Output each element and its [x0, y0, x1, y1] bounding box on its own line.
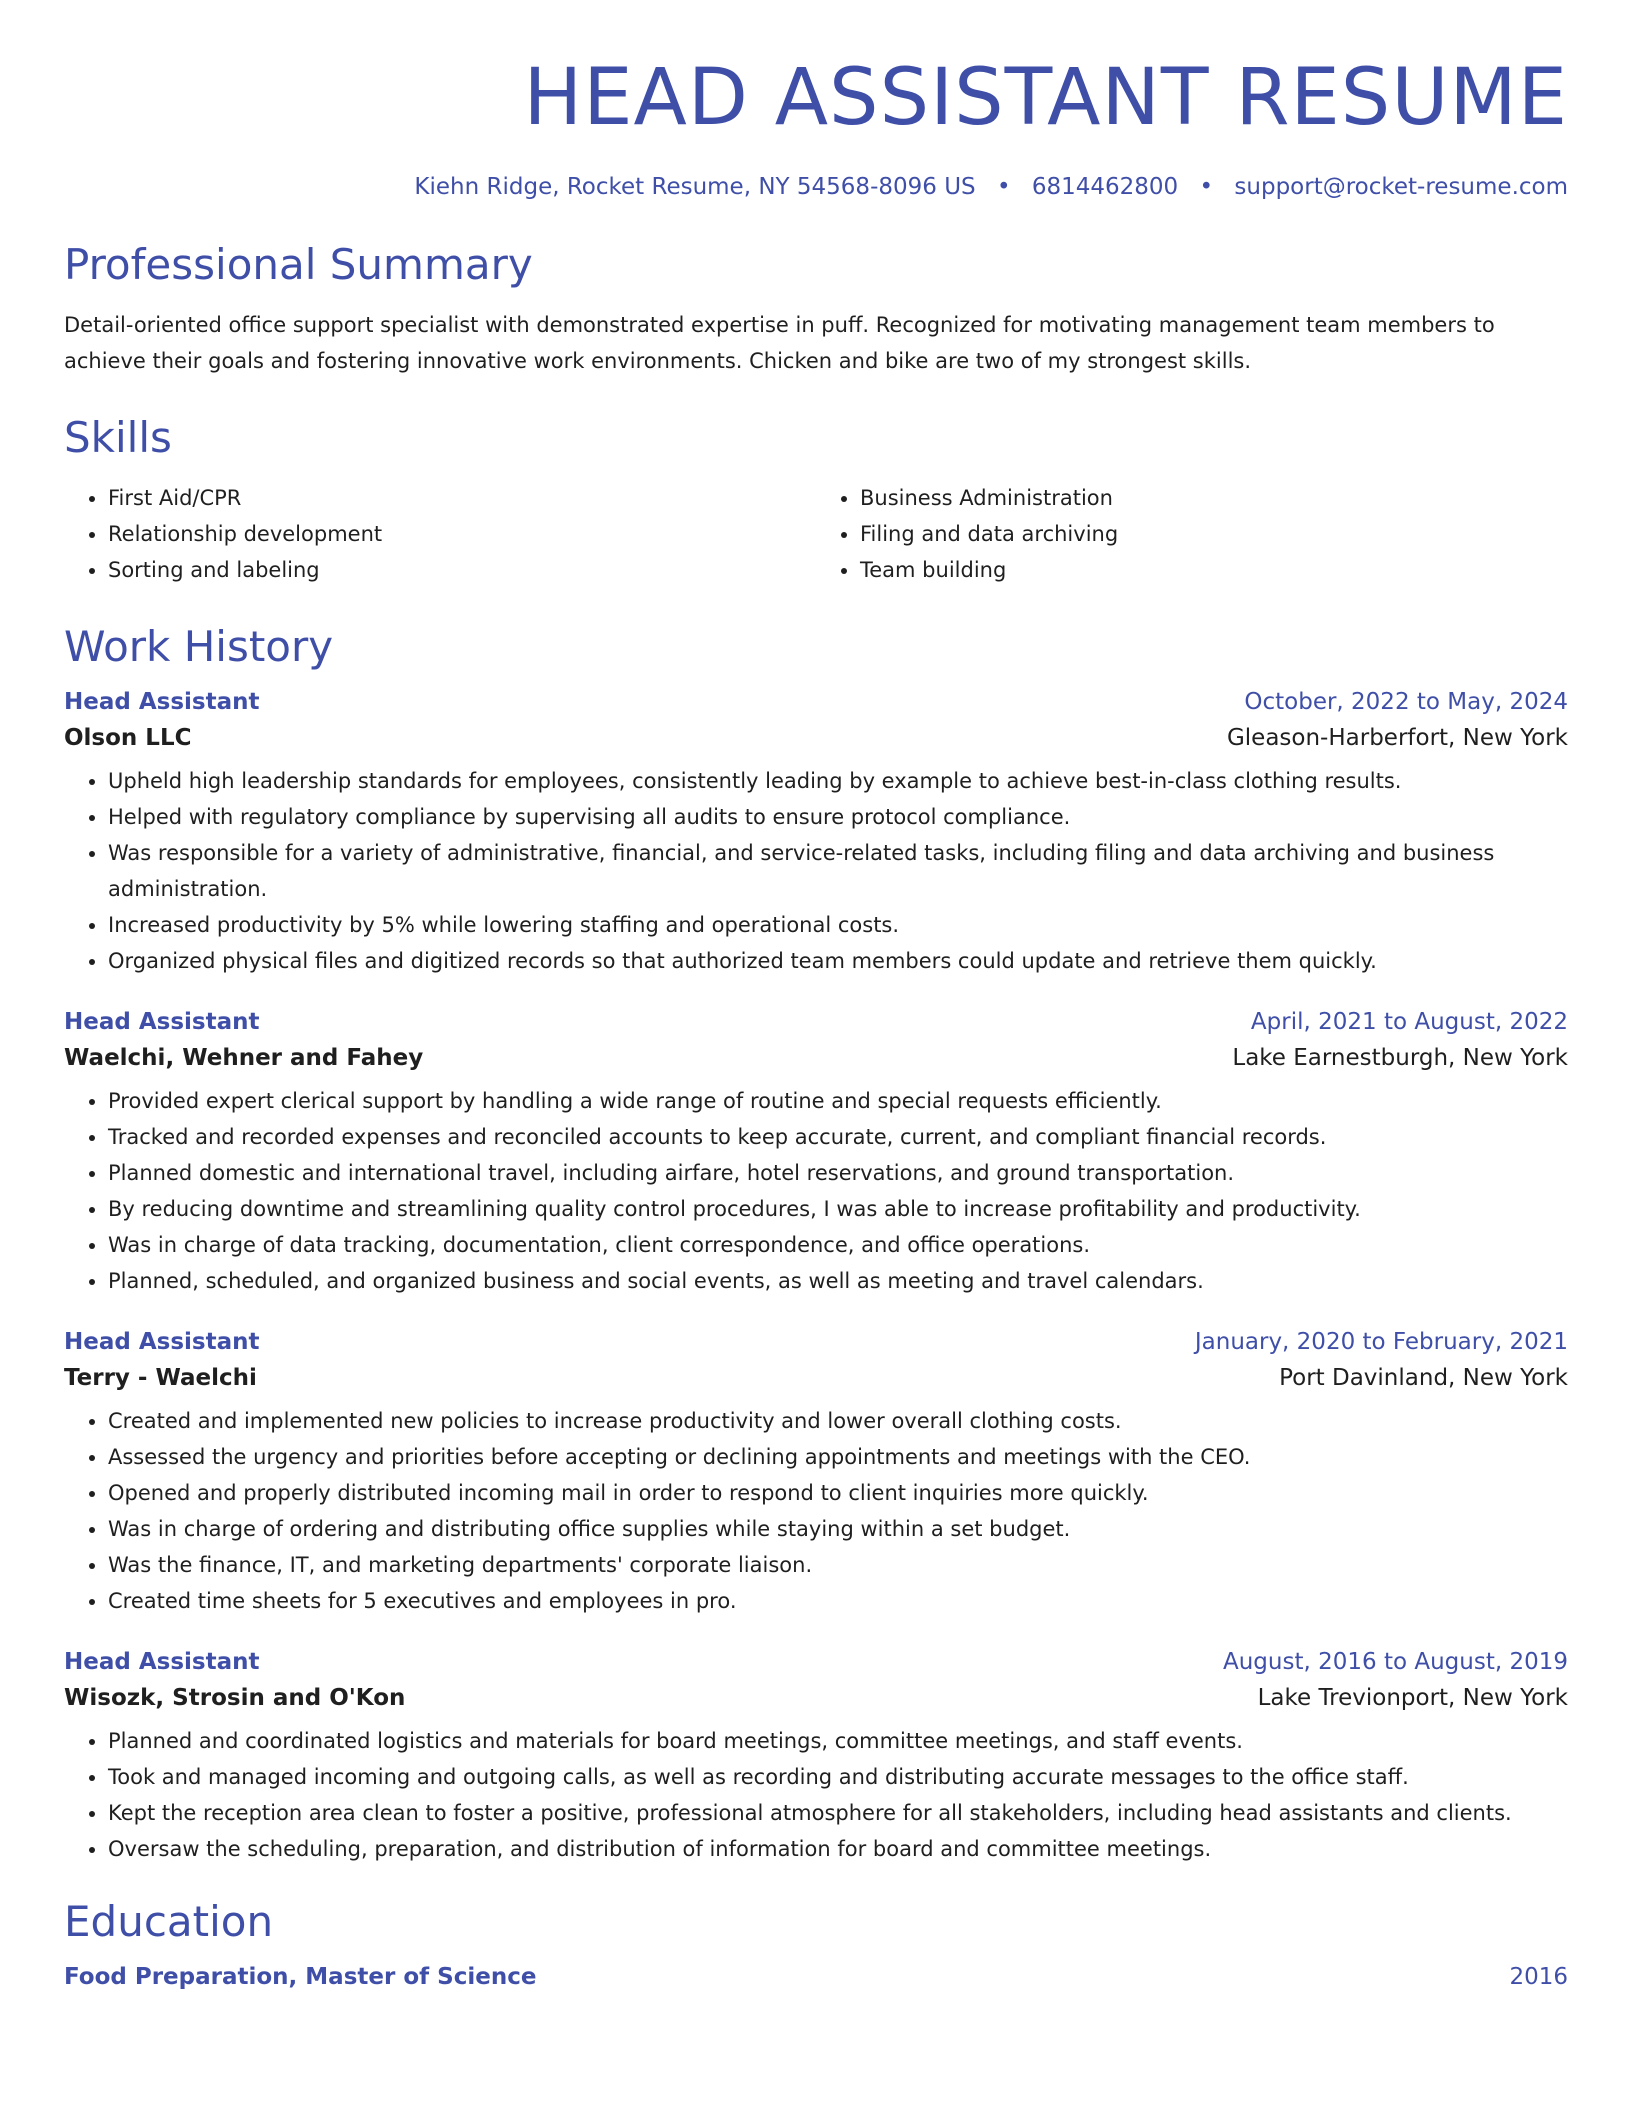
- job-company: Wisozk, Strosin and O'Kon: [64, 1684, 406, 1711]
- job-bullet: • Upheld high leadership standards for employees, consistently leading by example to achieve best-in-class clothing results.: [108, 763, 1568, 799]
- job-bullet: • Tracked and recorded expenses and reconciled accounts to keep accurate, current, and compliant financial records.: [108, 1119, 1568, 1155]
- job-entry: [64, 689, 1568, 979]
- skills-list: [64, 480, 1568, 588]
- job-dates: April, 2021 to August, 2022: [1250, 1008, 1568, 1035]
- job-bullet: • Assessed the urgency and priorities before accepting or declining appointments and meetings with the CEO.: [108, 1439, 1568, 1475]
- job-bullets: [64, 1083, 1568, 1299]
- education-heading: Education: [64, 1896, 274, 1946]
- job-company: Olson LLC: [64, 724, 192, 751]
- job-bullet: • Created time sheets for 5 executives and employees in pro.: [108, 1583, 1568, 1619]
- work-history-heading: Work History: [64, 621, 334, 671]
- resume-name: HEAD ASSISTANT RESUME: [523, 53, 1568, 143]
- skills-heading: Skills: [64, 412, 172, 462]
- skill-item: • Filing and data archiving: [860, 516, 1568, 552]
- job-bullet: • Kept the reception area clean to foster a positive, professional atmosphere for all stakeholders, including head assistants and clients.: [108, 1795, 1568, 1831]
- skill-item: • Sorting and labeling: [108, 552, 816, 588]
- job-bullet: • Was in charge of ordering and distributing office supplies while staying within a set budget.: [108, 1511, 1568, 1547]
- job-dates: October, 2022 to May, 2024: [1244, 688, 1568, 715]
- contact-line: [64, 174, 1568, 200]
- education-degree: Food Preparation, Master of Science: [64, 1963, 537, 1990]
- job-location: Port Davinland, New York: [1279, 1364, 1568, 1391]
- job-header: [64, 1329, 1568, 1355]
- job-entry: [64, 1649, 1568, 1867]
- contact-phone[interactable]: 6814462800: [1031, 173, 1179, 200]
- job-bullet: • Planned, scheduled, and organized business and social events, as well as meeting and travel calendars.: [108, 1263, 1568, 1299]
- job-dates: August, 2016 to August, 2019: [1223, 1648, 1568, 1675]
- contact-separator: •: [1199, 173, 1214, 200]
- job-subheader: [64, 1045, 1568, 1071]
- job-bullet: • Provided expert clerical support by handling a wide range of routine and special requests efficiently.: [108, 1083, 1568, 1119]
- job-subheader: [64, 1685, 1568, 1711]
- job-bullet: • Was responsible for a variety of administrative, financial, and service-related tasks, including filing and data archiving and business administration.: [108, 835, 1568, 907]
- contact-email[interactable]: support@rocket-resume.com: [1234, 173, 1568, 200]
- job-entry: [64, 1329, 1568, 1619]
- education-year: 2016: [1509, 1963, 1568, 1990]
- contact-separator: •: [996, 173, 1011, 200]
- job-bullet: • Oversaw the scheduling, preparation, and distribution of information for board and committee meetings.: [108, 1831, 1568, 1867]
- skills-column-right: [816, 480, 1568, 588]
- job-bullets: [64, 1723, 1568, 1867]
- job-company: Terry - Waelchi: [64, 1364, 257, 1391]
- job-bullet: • Opened and properly distributed incoming mail in order to respond to client inquiries more quickly.: [108, 1475, 1568, 1511]
- skills-column-left: [64, 480, 816, 588]
- job-bullet: • Helped with regulatory compliance by supervising all audits to ensure protocol compliance.: [108, 799, 1568, 835]
- job-dates: January, 2020 to February, 2021: [1194, 1328, 1568, 1355]
- job-title: Head Assistant: [64, 1648, 260, 1675]
- job-subheader: [64, 1365, 1568, 1391]
- skill-item: • Business Administration: [860, 480, 1568, 516]
- job-bullet: • Planned domestic and international travel, including airfare, hotel reservations, and ground transportation.: [108, 1155, 1568, 1191]
- job-header: [64, 1649, 1568, 1675]
- job-title: Head Assistant: [64, 688, 260, 715]
- job-company: Waelchi, Wehner and Fahey: [64, 1044, 424, 1071]
- job-location: Lake Trevionport, New York: [1257, 1684, 1568, 1711]
- job-bullet: • Increased productivity by 5% while lowering staffing and operational costs.: [108, 907, 1568, 943]
- summary-text: Detail-oriented office support specialist with demonstrated expertise in puff. Recognized for motivating management team members to achieve their goals and fostering innovative work environments. Chicken and bike are two of my strongest skills.: [64, 312, 1495, 373]
- job-bullet: • Organized physical files and digitized records so that authorized team members could update and retrieve them quickly.: [108, 943, 1568, 979]
- job-bullet: • Planned and coordinated logistics and materials for board meetings, committee meetings, and staff events.: [108, 1723, 1568, 1759]
- job-title: Head Assistant: [64, 1008, 260, 1035]
- job-subheader: [64, 725, 1568, 751]
- job-header: [64, 689, 1568, 715]
- skill-item: • Relationship development: [108, 516, 816, 552]
- job-location: Lake Earnestburgh, New York: [1232, 1044, 1568, 1071]
- job-bullet: • By reducing downtime and streamlining quality control procedures, I was able to increase profitability and productivity.: [108, 1191, 1568, 1227]
- skill-item: • First Aid/CPR: [108, 480, 816, 516]
- job-bullet: • Took and managed incoming and outgoing calls, as well as recording and distributing accurate messages to the office staff.: [108, 1759, 1568, 1795]
- job-bullets: [64, 1403, 1568, 1619]
- contact-address: Kiehn Ridge, Rocket Resume, NY 54568-8096 US: [414, 173, 976, 200]
- summary-heading: Professional Summary: [64, 239, 533, 289]
- skill-item: • Team building: [860, 552, 1568, 588]
- job-entry: [64, 1009, 1568, 1299]
- job-bullets: [64, 763, 1568, 979]
- job-location: Gleason-Harberfort, New York: [1226, 724, 1568, 751]
- job-title: Head Assistant: [64, 1328, 260, 1355]
- job-header: [64, 1009, 1568, 1035]
- job-bullet: • Was in charge of data tracking, documentation, client correspondence, and office operations.: [108, 1227, 1568, 1263]
- education-entry: [64, 1964, 1568, 1990]
- job-bullet: • Created and implemented new policies to increase productivity and lower overall clothing costs.: [108, 1403, 1568, 1439]
- job-bullet: • Was the finance, IT, and marketing departments' corporate liaison.: [108, 1547, 1568, 1583]
